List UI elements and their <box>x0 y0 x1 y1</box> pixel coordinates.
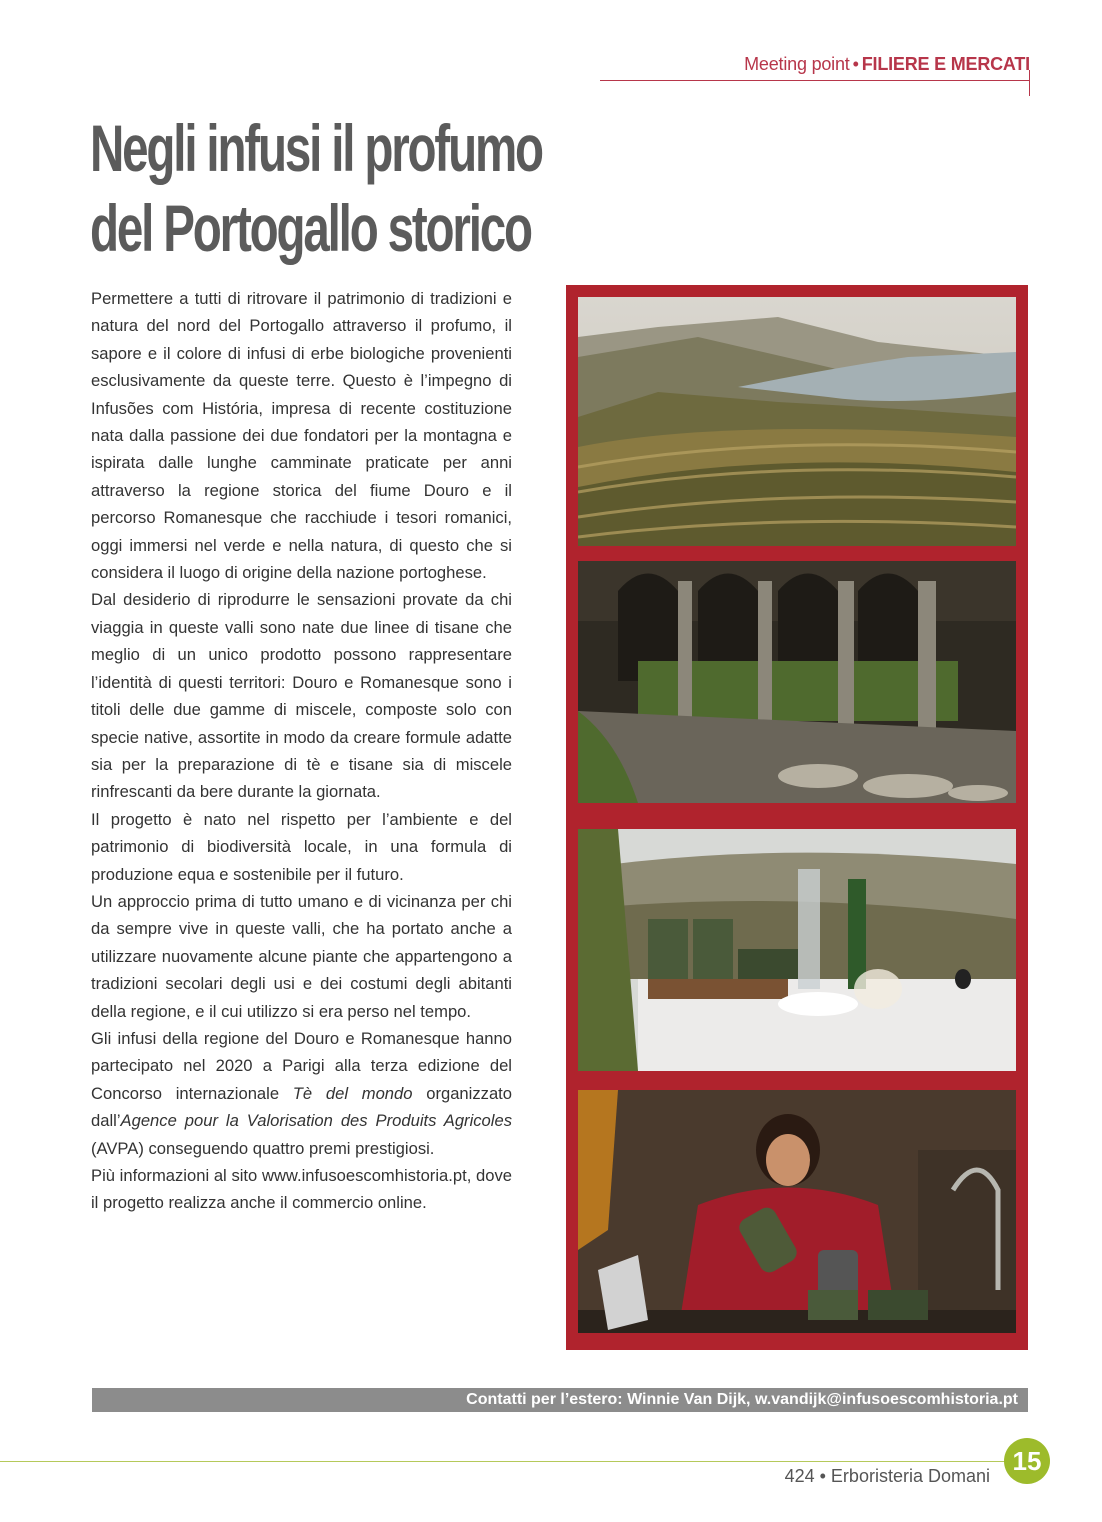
agency-name: Agence pour la Valorisation des Produits Agricoles <box>120 1111 512 1131</box>
text-run: (AVPA) conseguendo quattro premi prestigiosi. <box>91 1138 435 1158</box>
page-number-badge: 15 <box>1004 1438 1050 1484</box>
footer-rule <box>0 1461 1032 1462</box>
contest-name: Tè del mondo <box>292 1083 413 1103</box>
paragraph-awards <box>91 1025 512 1162</box>
article-title <box>90 108 738 268</box>
header-tick <box>1029 70 1030 96</box>
paragraph: Il progetto è nato nel rispetto per l’ambiente e del patrimonio di biodiversità locale, in una formula di produzione equa e sostenibile per il futuro. <box>91 809 512 884</box>
paragraph: Permettere a tutti di ritrovare il patrimonio di tradizioni e natura del nord del Portogallo attraverso il profumo, il sapore e il colore di infusi di erbe biologiche provenienti esclusivamente da queste terre. Questo è l’impegno di Infusões com História, impresa di recente costituzione nata dalla passione dei due fondatori per la montagna e ispirata dalle lunghe camminate praticate per anni attraverso la regione storica del fiume Douro e il percorso Romanesque che racchiude i tesori romanici, oggi immersi nel verde e nella natura, di questo che si considera il luogo di origine della nazione portoghese. <box>91 289 512 583</box>
section-title: FILIERE E MERCATI <box>861 54 1030 74</box>
text-run: organizzato dall’ <box>91 1083 513 1131</box>
text-run: Gli infusi della regione del Douro e Romanesque hanno partecipato nel 2020 a Parigi alla terza edizione del Concorso internazionale <box>91 1028 512 1103</box>
separator: • <box>852 54 859 74</box>
article-body <box>91 285 512 1217</box>
paragraph-website: Più informazioni al sito www.infusoescomhistoria.pt, dove il progetto realizza anche il commercio online. <box>91 1166 512 1213</box>
running-header <box>744 54 1030 75</box>
title-line-1: Negli infusi il profumo <box>90 111 542 185</box>
photo-woman-tea <box>578 1090 1016 1333</box>
title-line-2: del Portogallo storico <box>90 191 531 265</box>
photo-douro-valley <box>578 297 1016 546</box>
section-label: Meeting point <box>744 54 850 74</box>
issue-label: 424 • Erboristeria Domani <box>784 1466 990 1486</box>
contact-bar: Contatti per l’estero: Winnie Van Dijk, w.vandijk@infusoescomhistoria.pt <box>92 1388 1028 1412</box>
photo-tea-products <box>578 829 1016 1071</box>
paragraph: Dal desiderio di riprodurre le sensazioni provate da chi viaggia in queste valli sono nate due linee di tisane che meglio di un unico prodotto possono rappresentare l’identità di questi territori: Douro e Romanesque sono i titoli delle due gamme di miscele, composte solo con specie native, assortite in modo da creare formule adatte sia per la preparazione di tè e tisane sia di miscele rinfrescanti da bere durante la giornata. <box>91 590 512 802</box>
paragraph: Un approccio prima di tutto umano e di vicinanza per chi da sempre vive in queste valli, che ha portato anche a utilizzare nuovamente alcune piante che appartengono a tradizioni secolari degli usi e dei costumi degli abitanti della regione, e il cui utilizzo si era perso nel tempo. <box>91 891 512 1021</box>
photo-column <box>566 285 1028 1350</box>
photo-cloister <box>578 561 1016 803</box>
header-rule <box>600 80 1030 81</box>
